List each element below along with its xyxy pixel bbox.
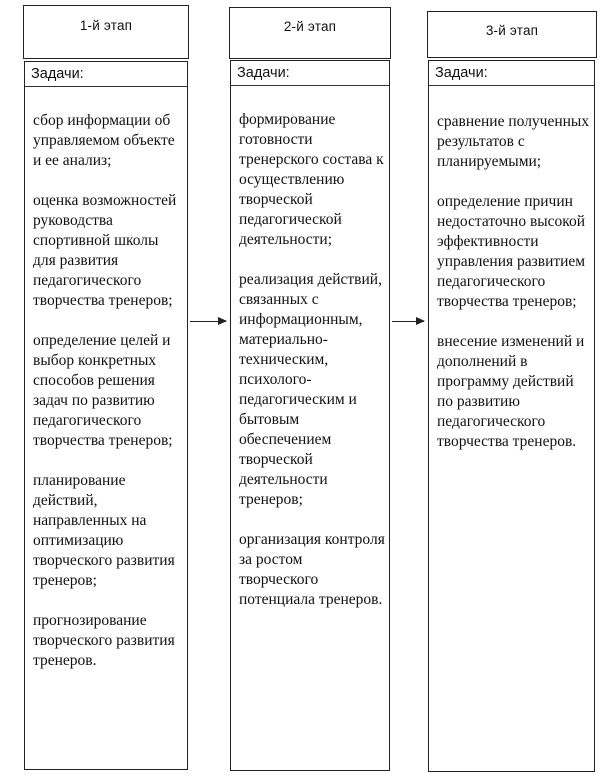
- stage-2-task-list: [231, 86, 389, 610]
- stage-2-tasks-title-row: [231, 61, 389, 86]
- stage-3-task: определение причин недостаточно высокой эффективности управления развитием педагогического творчества тренеров;: [437, 193, 586, 310]
- arrow-stage-2-to-3-icon: [392, 321, 424, 322]
- stage-2-header-label: 2-й этап: [283, 19, 337, 34]
- arrow-stage-1-to-2-icon: [190, 321, 226, 322]
- stage-2-task: формирование готовности тренерского состава к осуществлению творческой педагогической деятельности;: [239, 111, 384, 248]
- stage-1-tasks-title: Задачи:: [31, 66, 84, 82]
- stage-2-tasks-box: [230, 60, 390, 771]
- stage-3-task: сравнение полученных результатов с планируемыми;: [437, 113, 590, 170]
- stage-1-task-list: [25, 87, 187, 671]
- stage-1-task: оценка возможностей руководства спортивной школы для развития педагогического творчества тренеров;: [33, 192, 177, 309]
- stage-3-tasks-title-row: [429, 61, 594, 86]
- stage-1-task: определение целей и выбор конкретных способов решения задач по развитию педагогического творчества тренеров;: [33, 332, 173, 449]
- stage-1-header: [23, 5, 189, 59]
- stage-2-task: организация контроля за ростом творческого потенциала тренеров.: [239, 531, 385, 608]
- stage-3-tasks-title: Задачи:: [435, 65, 488, 81]
- stage-1-tasks-title-row: [25, 62, 187, 87]
- stage-1-tasks-box: [24, 61, 188, 770]
- stage-1-task: планирование действий, направленных на оптимизацию творческого развития тренеров;: [33, 472, 175, 589]
- stage-1-header-label: 1-й этап: [79, 18, 133, 33]
- stage-3-header: [427, 11, 597, 58]
- stage-3-task: внесение изменений и дополнений в программу действий по развитию педагогического творчества тренеров.: [437, 333, 585, 450]
- stage-1-task: сбор информации об управляемом объекте и ее анализ;: [33, 112, 175, 169]
- stage-2-task: реализация действий, связанных с информационным, материально-техническим, психолого-педагогическим и бытовым обеспечением творческой деятельности тренеров;: [239, 271, 382, 508]
- stage-3-header-label: 3-й этап: [485, 23, 539, 38]
- stage-2-header: [229, 7, 391, 59]
- stage-2-tasks-title: Задачи:: [237, 65, 290, 81]
- stage-3-tasks-box: [428, 60, 595, 772]
- stage-1-task: прогнозирование творческого развития тренеров.: [33, 612, 175, 669]
- stage-3-task-list: [429, 86, 594, 452]
